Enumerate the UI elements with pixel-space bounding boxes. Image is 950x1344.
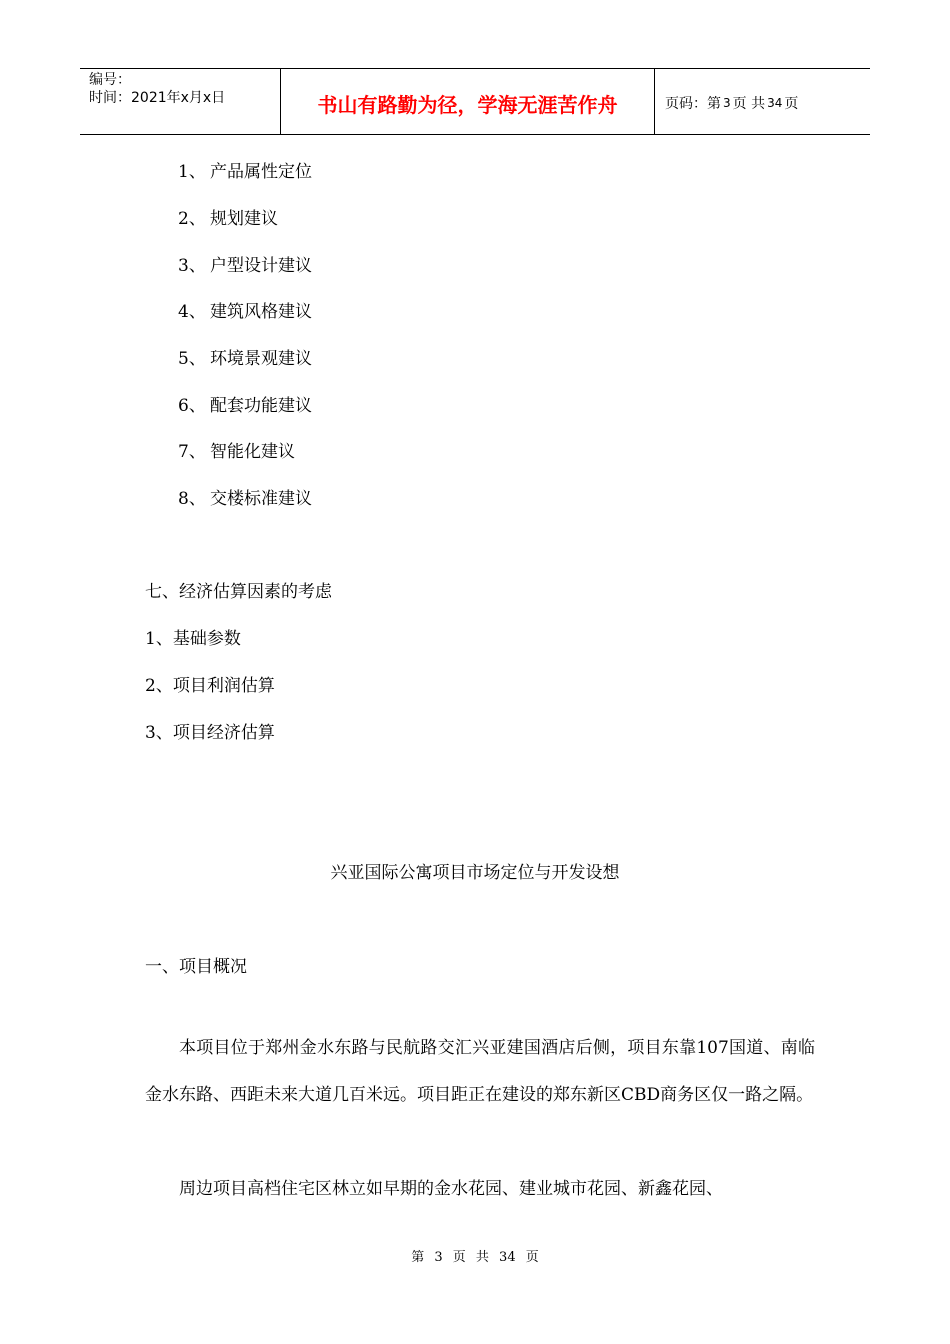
header-page-info [655, 69, 870, 134]
toc-item: 5、 环境景观建议 [178, 349, 312, 369]
toc-item: 1、 产品属性定位 [178, 162, 312, 182]
body-paragraph: 周边项目高档住宅区林立如早期的金水花园、建业城市花园、新鑫花园、 [179, 1179, 723, 1199]
list-item: 1、基础参数 [145, 629, 241, 649]
list-item: 3、项目经济估算 [145, 723, 275, 743]
document-date: 时间：2021年x月x日 [89, 90, 226, 106]
page-current: 3 [723, 95, 731, 110]
page-header [80, 68, 870, 135]
page-prefix: 页码：第 [665, 95, 721, 112]
toc-item: 6、 配套功能建议 [178, 396, 312, 416]
section-heading: 七、经济估算因素的考虑 [145, 582, 332, 602]
toc-item: 3、 户型设计建议 [178, 256, 312, 276]
section-heading: 一、项目概况 [145, 957, 247, 977]
body-paragraph: 本项目位于郑州金水东路与民航路交汇兴亚建国酒店后侧，项目东靠107国道、南临金水东路、西距未来大道几百米远。项目距正在建设的郑东新区CBD商务区仅一路之隔。 [145, 1038, 815, 1105]
toc-item: 2、 规划建议 [178, 209, 278, 229]
header-meta [80, 69, 281, 134]
toc-item: 7、 智能化建议 [178, 442, 295, 462]
page-mid: 页 共 [732, 95, 766, 112]
toc-item: 4、 建筑风格建议 [178, 302, 312, 322]
page-footer: 第 3 页 共 34 页 [411, 1250, 539, 1265]
page-total: 34 [767, 95, 783, 110]
header-motto: 书山有路勤为径，学海无涯苦作舟 [281, 69, 655, 134]
document-number-label: 编号： [89, 72, 131, 88]
toc-item: 8、 交楼标准建议 [178, 489, 312, 509]
list-item: 2、项目利润估算 [145, 676, 275, 696]
document-title: 兴亚国际公寓项目市场定位与开发设想 [330, 863, 620, 883]
page-suffix: 页 [784, 95, 799, 112]
